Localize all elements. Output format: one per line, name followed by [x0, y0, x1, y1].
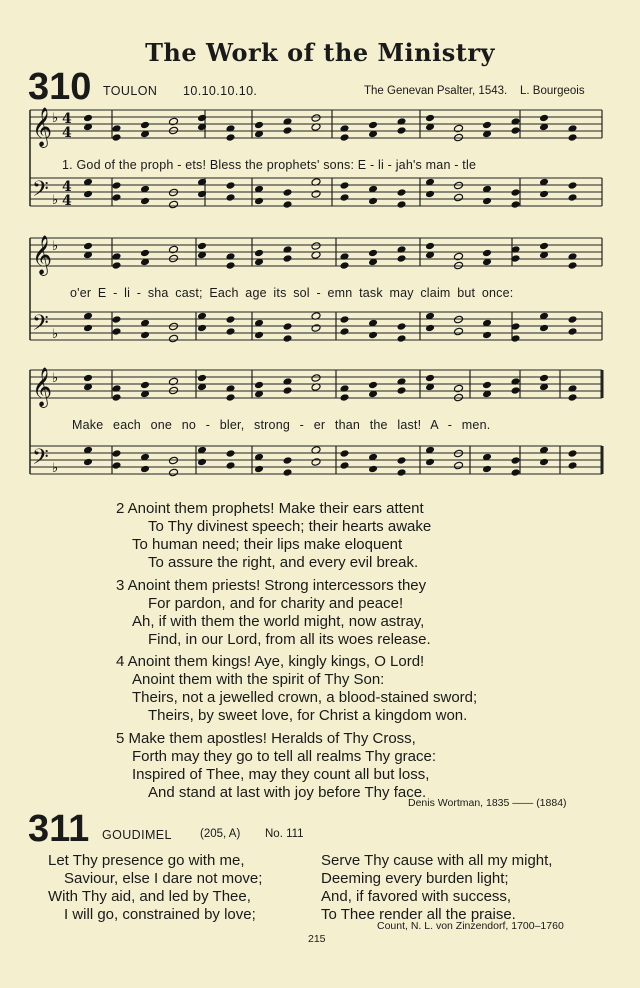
- flat-sign: ♭: [52, 239, 59, 254]
- note-head: [568, 181, 578, 190]
- note-head: [226, 327, 236, 336]
- note-head: [226, 393, 236, 402]
- lyric-line-3: Make each one no - bler, strong - er than the last! A - men.: [72, 418, 491, 432]
- note-head: [368, 197, 378, 206]
- note-head: [568, 449, 578, 458]
- note-head: [283, 334, 293, 343]
- note-head: [425, 190, 435, 199]
- note-head: [539, 324, 549, 333]
- note-head: [226, 315, 236, 324]
- treble-clef: 𝄞: [32, 235, 53, 275]
- note-head: [140, 381, 150, 390]
- hymn-number-311: 311: [28, 808, 90, 850]
- note-head: [169, 468, 179, 477]
- note-head: [397, 126, 407, 135]
- note-head: [397, 322, 407, 331]
- note-head: [283, 386, 293, 395]
- note-head: [568, 261, 578, 270]
- section-title: The Work of the Ministry: [145, 38, 495, 67]
- tune-name: TOULON: [103, 84, 158, 98]
- note-head: [311, 190, 321, 199]
- note-head: [197, 242, 207, 251]
- note-head: [568, 327, 578, 336]
- note-head: [568, 461, 578, 470]
- note-head: [397, 456, 407, 465]
- note-head: [140, 331, 150, 340]
- note-head: [112, 181, 122, 190]
- note-head: [311, 458, 321, 467]
- note-head: [482, 381, 492, 390]
- note-head: [482, 197, 492, 206]
- verse-4: 4 Anoint them kings! Aye, kingly kings, O Lord! Anoint them with the spirit of Thy Son: Theirs, not a jewelled crown, a blood-stained sword; Theirs, by sweet love, for Christ a kingdom won.: [116, 653, 478, 724]
- note-head: [425, 374, 435, 383]
- note-head: [368, 121, 378, 130]
- note-head: [397, 254, 407, 263]
- note-head: [226, 181, 236, 190]
- note-head: [112, 449, 122, 458]
- note-head: [254, 465, 264, 474]
- note-head: [397, 468, 407, 477]
- note-head: [397, 334, 407, 343]
- note-head: [112, 393, 122, 402]
- note-head: [140, 465, 150, 474]
- page-number: 215: [308, 933, 326, 945]
- time-signature: 4: [62, 125, 72, 141]
- hymn-number: 310: [28, 66, 92, 108]
- note-head: [83, 242, 93, 251]
- note-head: [454, 193, 464, 202]
- note-head: [226, 461, 236, 470]
- flat-sign: ♭: [52, 111, 59, 126]
- note-head: [283, 322, 293, 331]
- note-head: [112, 193, 122, 202]
- bass-clef: 𝄢: [32, 445, 49, 475]
- note-head: [112, 315, 122, 324]
- note-head: [340, 449, 350, 458]
- note-head: [83, 324, 93, 333]
- note-head: [539, 190, 549, 199]
- note-head: [283, 456, 293, 465]
- meter: 10.10.10.10.: [183, 84, 258, 98]
- note-head: [511, 126, 521, 135]
- note-head: [397, 188, 407, 197]
- note-head: [340, 393, 350, 402]
- note-head: [197, 458, 207, 467]
- note-head: [197, 374, 207, 383]
- note-head: [482, 121, 492, 130]
- lyric-line-1: 1. God of the proph - ets! Bless the prophets' sons: E - li - jah's man - tle: [62, 158, 477, 172]
- note-head: [511, 456, 521, 465]
- note-head: [83, 190, 93, 199]
- note-head: [454, 327, 464, 336]
- note-head: [568, 393, 578, 402]
- composer: L. Bourgeois: [520, 85, 585, 97]
- note-head: [140, 197, 150, 206]
- note-head: [568, 193, 578, 202]
- note-head: [397, 386, 407, 395]
- note-head: [368, 465, 378, 474]
- note-head: [511, 468, 521, 477]
- note-head: [197, 324, 207, 333]
- verse-3: 3 Anoint them priests! Strong intercessors they For pardon, and for charity and peace! Ah, if with them the world might, now astray, Find, in our Lord, from all its woes release.: [116, 577, 431, 648]
- note-head: [340, 327, 350, 336]
- time-signature: 4: [62, 111, 72, 127]
- note-head: [112, 133, 122, 142]
- note-head: [539, 374, 549, 383]
- note-head: [283, 200, 293, 209]
- note-head: [425, 114, 435, 123]
- note-head: [311, 324, 321, 333]
- lyric-line-2: o'er E - li - sha cast; Each age its sol - emn task may claim but once:: [70, 286, 514, 300]
- note-head: [568, 133, 578, 142]
- note-head: [112, 327, 122, 336]
- note-head: [539, 114, 549, 123]
- note-head: [340, 261, 350, 270]
- note-head: [283, 468, 293, 477]
- tune-source: The Genevan Psalter, 1543.: [364, 85, 508, 97]
- note-head: [482, 465, 492, 474]
- note-head: [83, 114, 93, 123]
- author-310: Denis Wortman, 1835 —— (1884): [408, 797, 567, 809]
- note-head: [340, 193, 350, 202]
- note-head: [83, 458, 93, 467]
- note-head: [226, 193, 236, 202]
- note-head: [425, 458, 435, 467]
- bass-clef: 𝄢: [32, 311, 49, 341]
- note-head: [397, 200, 407, 209]
- note-head: [140, 121, 150, 130]
- note-head: [511, 386, 521, 395]
- note-head: [511, 188, 521, 197]
- note-head: [539, 458, 549, 467]
- note-head: [254, 249, 264, 258]
- note-head: [340, 315, 350, 324]
- note-head: [368, 249, 378, 258]
- note-head: [368, 331, 378, 340]
- treble-clef: 𝄞: [32, 107, 53, 147]
- note-head: [340, 461, 350, 470]
- note-head: [140, 249, 150, 258]
- time-signature: 4: [62, 193, 72, 209]
- note-head: [226, 261, 236, 270]
- flat-sign: ♭: [52, 371, 59, 386]
- note-head: [169, 200, 179, 209]
- note-head: [568, 315, 578, 324]
- verse-5: 5 Make them apostles! Heralds of Thy Cross, Forth may they go to tell all realms Thy grace: Inspired of Thee, may they count all but loss, And stand at last with joy before Thy face.: [116, 730, 437, 801]
- note-head: [311, 114, 321, 123]
- verse-2: 2 Anoint them prophets! Make their ears attent To Thy divinest speech; their hearts awake To human need; their lips make eloquent To assure the right, and every evil break.: [116, 500, 432, 571]
- note-head: [283, 254, 293, 263]
- note-head: [425, 242, 435, 251]
- note-head: [226, 133, 236, 142]
- note-head: [482, 331, 492, 340]
- note-head: [311, 374, 321, 383]
- note-head: [83, 374, 93, 383]
- treble-clef: 𝄞: [32, 367, 53, 407]
- flat-sign: ♭: [52, 461, 59, 476]
- note-head: [482, 249, 492, 258]
- author-311: Count, N. L. von Zinzendorf, 1700–1760: [377, 920, 564, 932]
- note-head: [112, 261, 122, 270]
- flat-sign: ♭: [52, 193, 59, 208]
- tune-name-311: GOUDIMEL: [102, 828, 172, 842]
- time-signature: 4: [62, 179, 72, 195]
- note-head: [454, 461, 464, 470]
- note-head: [368, 381, 378, 390]
- note-head: [425, 324, 435, 333]
- note-head: [226, 449, 236, 458]
- note-head: [539, 242, 549, 251]
- note-head: [283, 188, 293, 197]
- tune-ref-311: (205, A): [200, 828, 241, 840]
- hymn311-left-column: Let Thy presence go with me, Saviour, else I dare not move; With Thy aid, and led by Thee, I will go, constrained by love;: [48, 852, 263, 923]
- note-head: [254, 331, 264, 340]
- note-head: [254, 121, 264, 130]
- flat-sign: ♭: [52, 327, 59, 342]
- note-head: [254, 197, 264, 206]
- note-head: [169, 334, 179, 343]
- note-head: [311, 242, 321, 251]
- tune-no-311: No. 111: [265, 828, 304, 840]
- note-head: [340, 133, 350, 142]
- note-head: [254, 381, 264, 390]
- bass-clef: 𝄢: [32, 177, 49, 207]
- note-head: [340, 181, 350, 190]
- note-head: [511, 200, 521, 209]
- note-head: [283, 126, 293, 135]
- note-head: [112, 461, 122, 470]
- hymn311-right-column: Serve Thy cause with all my might, Deeming every burden light; And, if favored with success, To Thee render all the praise.: [321, 852, 553, 923]
